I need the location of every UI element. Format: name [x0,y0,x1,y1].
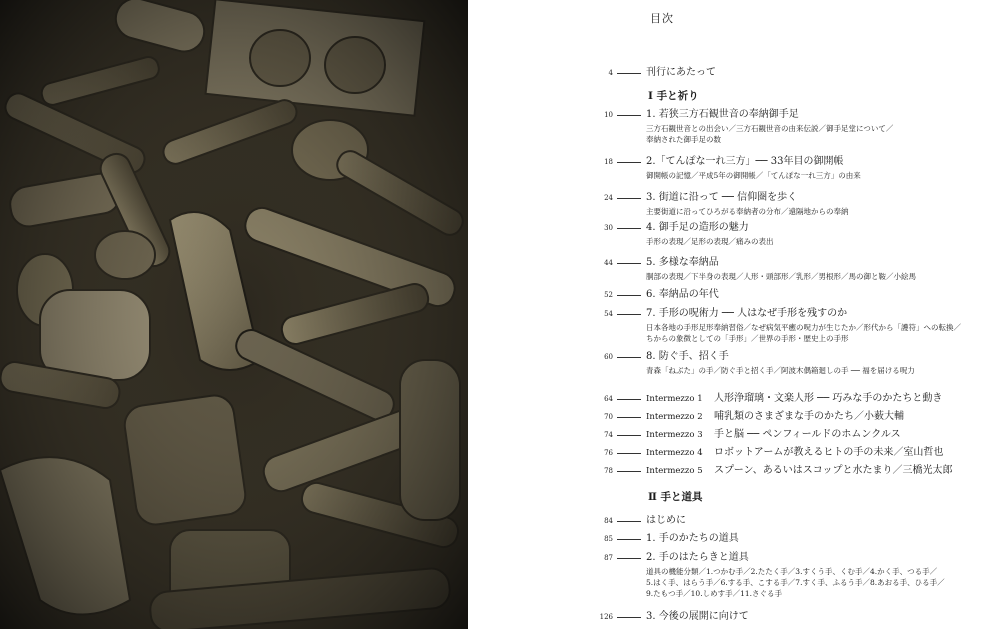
entry-subtopics: 5.はく手、はらう手／6.する手、こする手／7.すく手、ふるう手／8.あおる手、ひる手／ [646,578,945,587]
entry-title: 1. 若狭三方石観世音の奉納御手足 [646,109,799,120]
entry-title: 哺乳類のさまざまな手のかたち／小薮大輔 [714,411,904,422]
page-number: 18 [604,158,613,166]
leader-rule [617,435,641,436]
intermezzo-label: Intermezzo 2 [646,412,703,422]
entry-subtopics: 日本各地の手形足形奉納習俗／なぜ病気平癒の呪力が生じたか／形代から「護符」への転換／ [646,323,961,332]
page-number: 44 [604,259,613,267]
entry-title: ロボットアームが教えるヒトの手の未来／室山哲也 [714,447,944,458]
toc-entry[interactable] [0,350,1000,364]
page-number: 126 [599,613,613,621]
leader-rule [617,228,641,229]
entry-title: 4. 御手足の造形の魅力 [646,222,749,233]
entry-title: 3. 今後の展開に向けて [646,611,749,622]
leader-rule [617,417,641,418]
entry-title: 2.「てんぽな一れ三方」── 33年目の御開帳 [646,156,844,167]
entry-title: 2. 手のはたらきと道具 [646,552,749,563]
entry-subtopics: ちからの象徴としての「手形」／世界の手形・歴史上の手形 [646,334,849,343]
entry-subtopics: 9.たもつ手／10.しめす手／11.さぐる手 [646,589,783,598]
entry-subtopics: 青森「ねぶた」の手／防ぐ手と招く手／阿波木偶箱廻しの手 ── 福を届ける呪力 [646,366,915,375]
entry-subtopics: 三方石観世音との出会い／三方石観世音の由来伝説／御手足堂について／ [646,124,894,133]
toc-entry[interactable] [0,610,1000,624]
leader-rule [617,471,641,472]
entry-subtopics: 奉納された御手足の数 [646,135,721,144]
entry-subtopics: 手形の表現／足形の表現／痛みの表出 [646,237,774,246]
intermezzo-label: Intermezzo 1 [646,394,703,404]
toc-entry[interactable] [0,532,1000,546]
entry-title: 人形浄瑠璃・文楽人形 ── 巧みな手のかたちと動き [714,393,943,404]
entry-title: 手と脳 ── ペンフィールドのホムンクルス [714,429,901,440]
leader-rule [617,453,641,454]
page-number: 70 [604,413,613,421]
page-number: 4 [608,69,613,77]
entry-subtopics: 道具の機能分類／1.つかむ手／2.たたく手／3.すくう手、くむ手／4.かく手、つる手／ [646,567,938,576]
toc-entry[interactable] [0,108,1000,122]
entry-title: 5. 多様な奉納品 [646,257,719,268]
leader-rule [617,73,641,74]
leader-rule [617,558,641,559]
intermezzo-label: Intermezzo 3 [646,430,703,440]
page-number: 64 [604,395,613,403]
page-number: 84 [604,517,613,525]
leader-rule [617,263,641,264]
leader-rule [617,539,641,540]
entry-title: 8. 防ぐ手、招く手 [646,351,729,362]
entry-title: 1. 手のかたちの道具 [646,533,739,544]
leader-rule [617,162,641,163]
toc-entry[interactable] [0,155,1000,169]
intermezzo-label: Intermezzo 4 [646,448,703,458]
leader-rule [617,357,641,358]
page-number: 74 [604,431,613,439]
toc-entry[interactable] [0,191,1000,205]
toc-entry[interactable] [0,514,1000,528]
entry-title: はじめに [646,515,686,526]
leader-rule [617,617,641,618]
toc-entry[interactable] [0,464,1000,478]
part-heading: Ⅱ 手と道具 [648,491,703,503]
leader-rule [617,314,641,315]
entry-title: スプーン、あるいはスコップと水たまり／三橋光太郎 [714,465,953,476]
leader-rule [617,521,641,522]
page-number: 76 [604,449,613,457]
toc-entry[interactable] [0,66,1000,80]
toc-entry[interactable] [0,428,1000,442]
entry-subtopics: 御開帳の記憶／平成5年の御開帳／「てんぽな一れ三方」の由来 [646,171,861,180]
page-number: 24 [604,194,613,202]
leader-rule [617,115,641,116]
entry-title: 刊行にあたって [646,67,716,78]
toc-entry[interactable] [0,288,1000,302]
part-heading: Ⅰ 手と祈り [648,90,699,102]
page-number: 87 [604,554,613,562]
toc-entry[interactable] [0,256,1000,270]
toc-entry[interactable] [0,392,1000,406]
leader-rule [617,295,641,296]
toc-title: 目次 [650,12,674,25]
intermezzo-label: Intermezzo 5 [646,466,703,476]
entry-title: 7. 手形の呪術力 ── 人はなぜ手形を残すのか [646,308,848,319]
page-number: 30 [604,224,613,232]
entry-title: 3. 街道に沿って ── 信仰圏を歩く [646,192,798,203]
leader-rule [617,399,641,400]
toc-entry[interactable] [0,410,1000,424]
page-number: 60 [604,353,613,361]
toc-entry[interactable] [0,221,1000,235]
toc-entry[interactable] [0,446,1000,460]
entry-title: 6. 奉納品の年代 [646,289,719,300]
entry-subtopics: 主要街道に沿ってひろがる奉納者の分布／遠隔地からの奉納 [646,207,849,216]
page-number: 78 [604,467,613,475]
page-number: 85 [604,535,613,543]
page-number: 54 [604,310,613,318]
entry-subtopics: 胴部の表現／下半身の表現／人形・頭部形／乳形／男根形／馬の御と鞍／小絵馬 [646,272,916,281]
toc-entry[interactable] [0,307,1000,321]
toc-entry[interactable] [0,551,1000,565]
page-number: 10 [604,111,613,119]
leader-rule [617,198,641,199]
page-number: 52 [604,291,613,299]
